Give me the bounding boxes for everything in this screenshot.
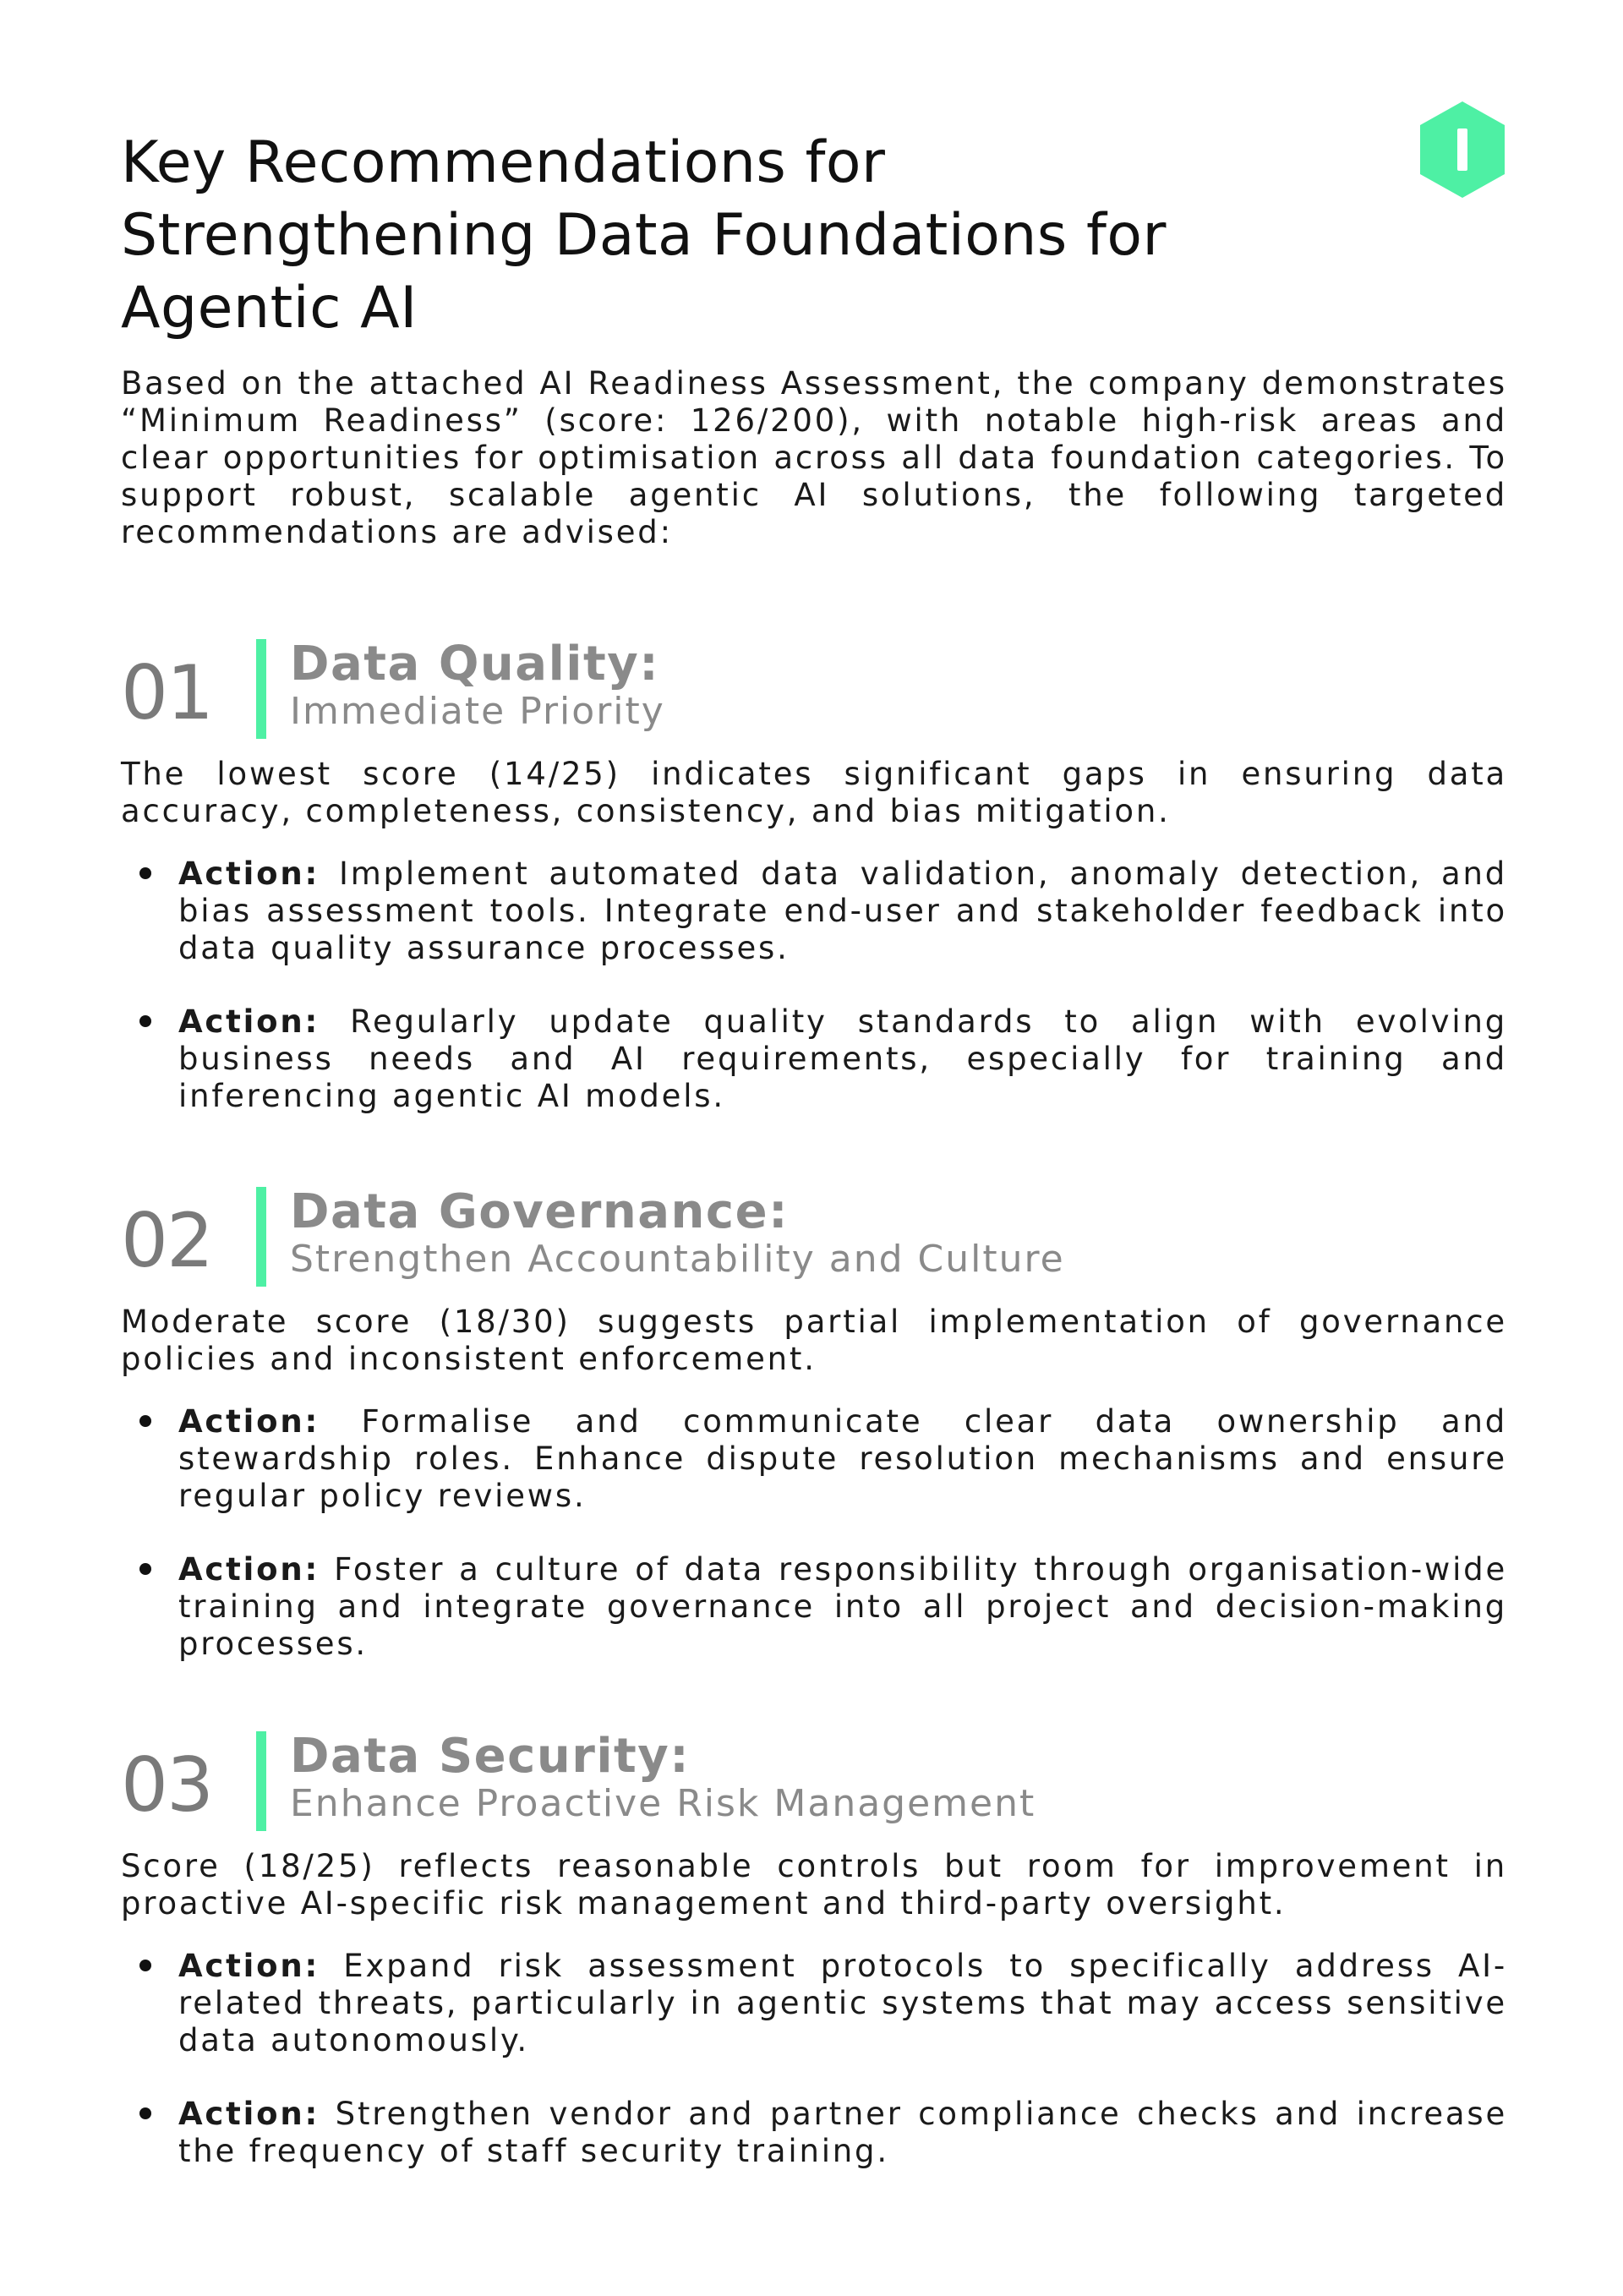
action-item [121,1551,1507,1663]
action-label: Action: [178,1003,320,1040]
action-item [121,856,1507,967]
section-subtitle: Strengthen Accountability and Culture [290,1238,1065,1281]
section-description: Moderate score (18/30) suggests partial implementation of governance policies and inconsistent enforcement. [121,1304,1507,1377]
section-number: 03 [121,1741,212,1829]
hexagon-logo-icon [1417,100,1508,200]
action-text: Expand risk assessment protocols to specifically address AI-related threats, particularly in agentic systems that may access sensitive data autonomously. [178,1948,1508,2058]
action-text: Strengthen vendor and partner compliance checks and increase the frequency of staff security training. [178,2096,1508,2169]
action-text: Regularly update quality standards to align with evolving business needs and AI requirements, especially for training and inferencing agentic AI models. [178,1003,1507,1114]
action-text: Foster a culture of data responsibility through organisation-wide training and integrate governance into all project and decision-making processes. [178,1551,1508,1662]
bullet-icon [139,1960,151,1971]
section-number: 01 [121,649,212,736]
action-text: Formalise and communicate clear data ownership and stewardship roles. Enhance dispute resolution mechanisms and ensure regular policy reviews. [178,1403,1507,1514]
action-label: Action: [178,2096,320,2132]
section-data-security [121,1731,1507,2206]
accent-bar [256,1731,266,1831]
section-subtitle: Enhance Proactive Risk Management [290,1782,1036,1825]
action-label: Action: [178,1948,320,1984]
action-item [121,1003,1507,1115]
section-description: The lowest score (14/25) indicates significant gaps in ensuring data accuracy, completeness, consistency, and bias mitigation. [121,756,1507,829]
bullet-icon [139,2107,151,2119]
section-title: Data Quality: [290,637,660,692]
section-header [121,639,1507,741]
action-label: Action: [178,1403,320,1440]
bullet-icon [139,1563,151,1575]
accent-bar [256,1187,266,1287]
page-title: Key Recommendations for Strengthening Data Foundations for Agentic AI [121,129,1167,342]
section-header [121,1184,1507,1288]
action-item [121,2096,1507,2170]
action-label: Action: [178,1551,320,1588]
action-list [121,856,1507,1115]
action-text: Implement automated data validation, anomaly detection, and bias assessment tools. Integrate end-user and stakeholder feedback into data quality assurance processes. [178,856,1507,966]
bullet-icon [139,867,151,879]
bullet-icon [139,1015,151,1027]
section-data-quality [121,639,1507,1151]
section-header [121,1731,1507,1833]
action-item [121,1403,1507,1515]
section-number: 02 [121,1197,212,1284]
section-data-governance [121,1184,1508,1699]
intro-paragraph: Based on the attached AI Readiness Assessment, the company demonstrates “Minimum Readiness” (score: 126/200), with notable high-risk areas and clear opportunities for optimisation across all data foundation categories. To support robust, scalable agentic AI solutions, the following targeted recommendations are advised: [121,365,1507,550]
action-label: Action: [178,856,320,892]
accent-bar [256,639,266,739]
section-subtitle: Immediate Priority [290,690,665,733]
action-item [121,1948,1507,2059]
bullet-icon [139,1415,151,1427]
section-description: Score (18/25) reflects reasonable controls but room for improvement in proactive AI-specific risk management and third-party oversight. [121,1848,1507,1922]
section-title: Data Governance: [290,1184,789,1239]
action-list [121,1403,1507,1663]
section-title: Data Security: [290,1729,691,1784]
action-list [121,1948,1507,2170]
